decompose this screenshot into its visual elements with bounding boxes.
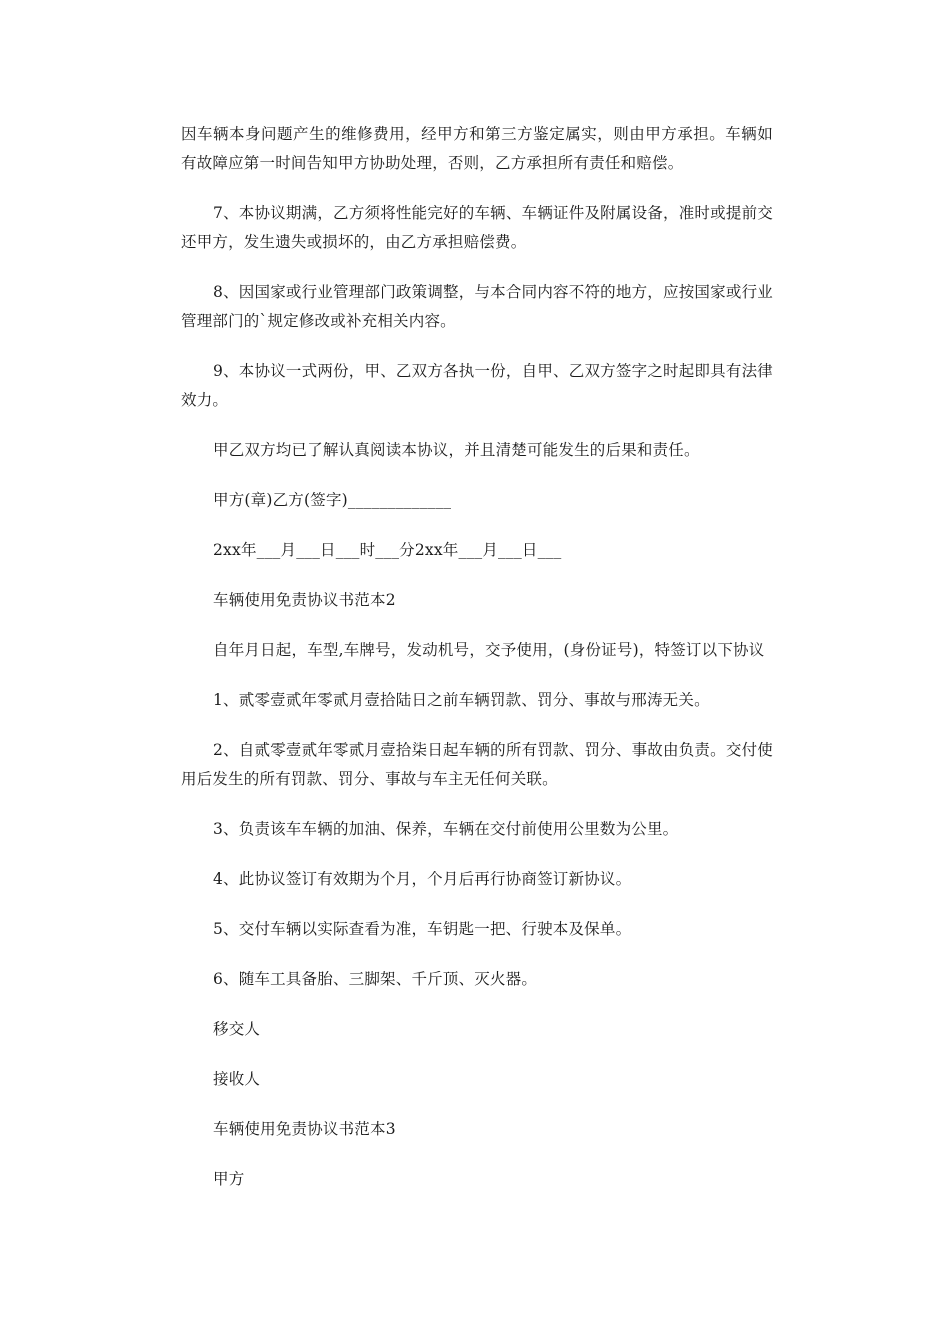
clause-3: 3、负责该车车辆的加油、保养，车辆在交付前使用公里数为公里。 <box>213 820 679 838</box>
transferor-label: 移交人 <box>213 1020 261 1038</box>
paragraph-intro: 自年月日起，车型,车牌号，发动机号，交予使用，(身份证号)，特签订以下协议 <box>213 641 765 659</box>
section-title-3: 车辆使用免责协议书范本3 <box>213 1120 396 1138</box>
paragraph-5: 甲乙双方均已了解认真阅读本协议，并且清楚可能发生的后果和责任。 <box>213 441 700 459</box>
clause-1: 1、贰零壹贰年零贰月壹拾陆日之前车辆罚款、罚分、事故与邢涛无关。 <box>213 691 710 709</box>
date-line: 2xx年___月___日___时___分2xx年___月___日___ <box>213 541 562 559</box>
clause-5: 5、交付车辆以实际查看为准，车钥匙一把、行驶本及保单。 <box>213 920 632 938</box>
paragraph-3: 8、因国家或行业管理部门政策调整，与本合同内容不符的地方，应按国家或行业管理部门的`规定修改或补充相关内容。 <box>181 283 773 330</box>
paragraph-4: 9、本协议一式两份，甲、乙双方各执一份，自甲、乙双方签字之时起即具有法律效力。 <box>181 362 773 409</box>
paragraph-1: 因车辆本身问题产生的维修费用，经甲方和第三方鉴定属实，则由甲方承担。车辆如有故障应第一时间告知甲方协助处理，否则，乙方承担所有责任和赔偿。 <box>181 125 773 172</box>
receiver-label: 接收人 <box>213 1070 261 1088</box>
signature-line: 甲方(章)乙方(签字)_____________ <box>213 491 452 509</box>
clause-2: 2、自贰零壹贰年零贰月壹拾柒日起车辆的所有罚款、罚分、事故由负责。交付使用后发生的所有罚款、罚分、事故与车主无任何关联。 <box>181 741 773 788</box>
document-page <box>181 120 773 1215</box>
paragraph-2: 7、本协议期满，乙方须将性能完好的车辆、车辆证件及附属设备，准时或提前交还甲方，发生遗失或损坏的，由乙方承担赔偿费。 <box>181 204 773 251</box>
clause-4: 4、此协议签订有效期为个月，个月后再行协商签订新协议。 <box>213 870 632 888</box>
party-a-label: 甲方 <box>213 1170 245 1188</box>
clause-6: 6、随车工具备胎、三脚架、千斤顶、灭火器。 <box>213 970 538 988</box>
section-title-2: 车辆使用免责协议书范本2 <box>213 591 396 609</box>
